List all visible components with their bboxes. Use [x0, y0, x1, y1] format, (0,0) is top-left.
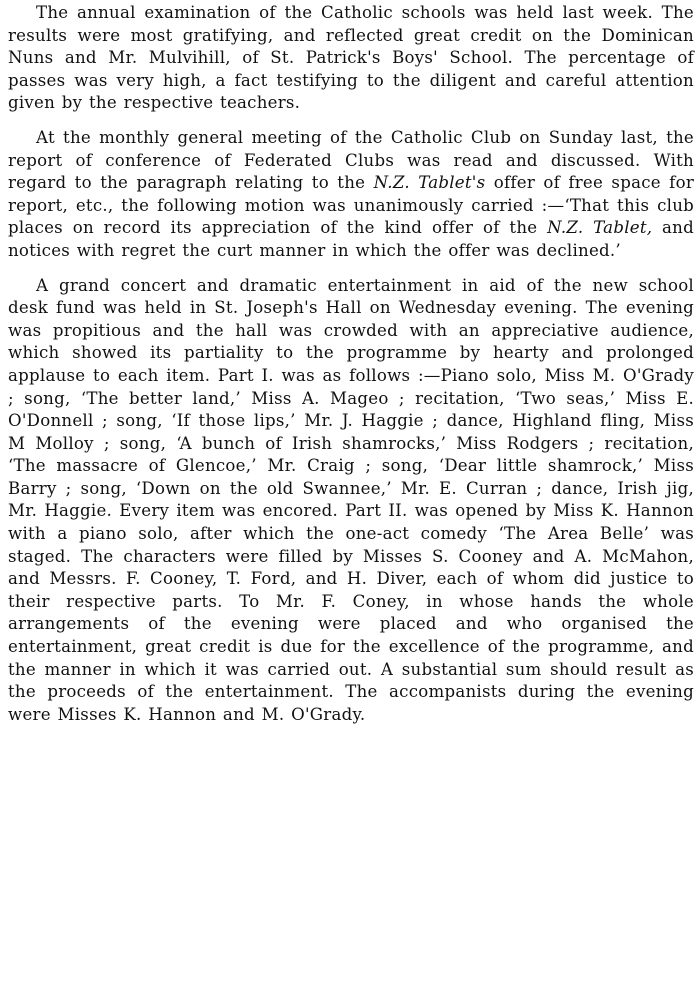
- publication-name: N.Z. Tablet's: [373, 173, 486, 193]
- article-school-examination: [8, 2, 694, 115]
- article-text: A grand concert and dramatic entertainment in aid of the new school desk fund was held in St. Joseph's Hall on Wednesday evening. The evening was propitious and the hall was crowded with an appreciative audience, which showed its partiality to the programme by hearty and prolonged applause to each item. Part I. was as follows :—Piano solo, Miss M. O'Grady ; song, ‘The better land,’ Miss A. Mageo ; recitation, ‘Two seas,’ Miss E. O'Donnell ; song, ‘If those lips,’ Mr. J. Haggie ; dance, Highland fling, Miss M Molloy ; song, ‘A bunch of Irish shamrocks,’ Miss Rodgers ; recitation, ‘The massacre of Glencoe,’ Mr. Craig ; song, ‘Dear little shamrock,’ Miss Barry ; song, ‘Down on the old Swannee,’ Mr. E. Curran ; dance, Irish jig, Mr. Haggie. Every item was encored. Part II. was opened by Miss K. Hannon with a piano solo, after which the one-act comedy ‘The Area Belle’ was staged. The characters were filled by Misses S. Cooney and A. McMahon, and Messrs. F. Cooney, T. Ford, and H. Diver, each of whom did justice to their respective parts. To Mr. F. Coney, in whose hands the whole arrangements of the evening were placed and who organised the entertainment, great credit is due for the excellence of the programme, and the manner in which it was carried out. A substantial sum should result as the proceeds of the entertainment. The accompanists during the evening were Misses K. Hannon and M. O'Grady.: [8, 275, 694, 724]
- article-text: and notices with regret the curt manner in which the offer was declined.’: [8, 218, 694, 260]
- article-text: offer of free space for report, etc., the following motion was unanimously carried :—‘That this club places on record its appreciation of the kind offer of the: [8, 173, 694, 238]
- article-concert-entertainment: [8, 275, 694, 727]
- news-column: [6, 0, 696, 995]
- article-text: At the monthly general meeting of the Catholic Club on Sunday last, the report of conference of Federated Clubs was read and discussed. With regard to the paragraph relating to the: [8, 127, 694, 193]
- article-catholic-club-meeting: [8, 127, 694, 263]
- publication-name: N.Z. Tablet,: [547, 218, 653, 238]
- article-text: The annual examination of the Catholic schools was held last week. The results were most gratifying, and reflected great credit on the Dominican Nuns and Mr. Mulvihill, of St. Patrick's Boys' School. The percentage of passes was very high, a fact testifying to the diligent and careful attention given by the respective teachers.: [8, 3, 694, 113]
